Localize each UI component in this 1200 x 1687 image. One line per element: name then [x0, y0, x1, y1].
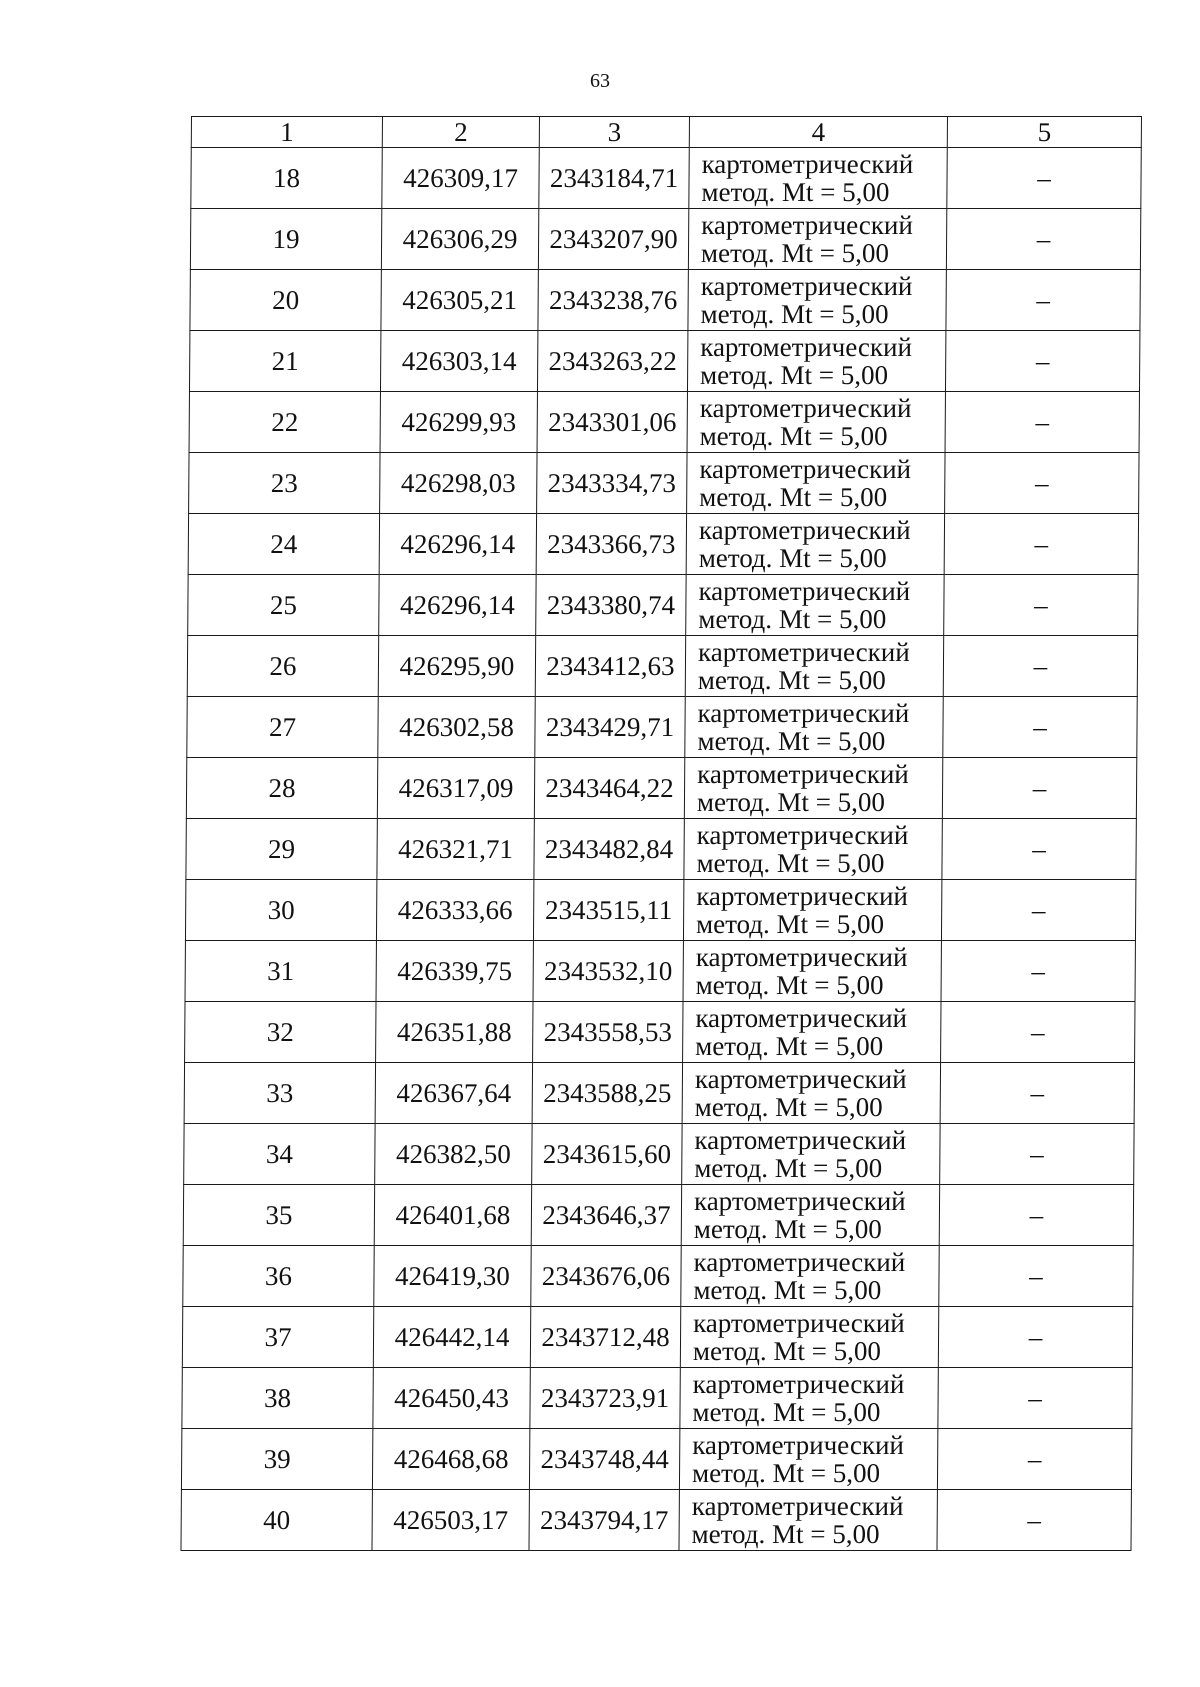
- point-number-cell: 37: [182, 1307, 373, 1368]
- table-row: [188, 514, 1138, 575]
- x-coordinate-cell: 426317,09: [377, 758, 534, 819]
- method-line-1: картометрический: [700, 332, 913, 362]
- table-row: [185, 1002, 1135, 1063]
- note-cell: –: [944, 575, 1138, 636]
- method-line-2: метод. Mt = 5,00: [699, 421, 888, 451]
- y-coordinate-cell: 2343429,71: [535, 697, 685, 758]
- x-coordinate-cell: 426382,50: [375, 1124, 532, 1185]
- table-row: [187, 636, 1137, 697]
- y-coordinate-cell: 2343676,06: [531, 1246, 681, 1307]
- y-coordinate-cell: 2343238,76: [538, 270, 688, 331]
- method-line-1: картометрический: [693, 1186, 906, 1216]
- method-line-2: метод. Mt = 5,00: [695, 970, 884, 1000]
- x-coordinate-cell: 426468,68: [372, 1429, 529, 1490]
- method-line-2: метод. Mt = 5,00: [691, 1519, 880, 1549]
- method-cell: [681, 1185, 939, 1246]
- table-row: [181, 1490, 1131, 1551]
- y-coordinate-cell: 2343748,44: [529, 1429, 679, 1490]
- method-line-1: картометрический: [695, 942, 908, 972]
- x-coordinate-cell: 426503,17: [372, 1490, 529, 1551]
- note-cell: –: [946, 270, 1140, 331]
- table-row: [184, 1124, 1134, 1185]
- y-coordinate-cell: 2343558,53: [533, 1002, 683, 1063]
- note-cell: –: [947, 148, 1141, 209]
- method-cell: [683, 1002, 941, 1063]
- x-coordinate-cell: 426305,21: [381, 270, 538, 331]
- method-line-1: картометрический: [696, 881, 909, 911]
- method-line-1: картометрический: [701, 149, 914, 179]
- table-row: [186, 758, 1136, 819]
- method-cell: [685, 636, 943, 697]
- method-cell: [679, 1490, 937, 1551]
- method-cell: [683, 941, 941, 1002]
- table-row: [191, 148, 1141, 209]
- method-line-1: картометрический: [691, 1491, 904, 1521]
- table-row: [185, 941, 1135, 1002]
- x-coordinate-cell: 426419,30: [374, 1246, 531, 1307]
- method-line-2: метод. Mt = 5,00: [693, 1214, 882, 1244]
- table-header: [191, 117, 1141, 148]
- method-line-2: метод. Mt = 5,00: [699, 360, 889, 390]
- method-cell: [687, 331, 945, 392]
- note-cell: –: [939, 1246, 1133, 1307]
- method-cell: [686, 514, 944, 575]
- note-cell: –: [945, 392, 1139, 453]
- method-cell: [685, 697, 943, 758]
- y-coordinate-cell: 2343464,22: [534, 758, 684, 819]
- method-line-1: картометрический: [697, 698, 910, 728]
- note-cell: –: [940, 1063, 1134, 1124]
- table-row: [182, 1307, 1132, 1368]
- table-row: [187, 697, 1137, 758]
- method-line-2: метод. Mt = 5,00: [698, 543, 887, 573]
- method-line-2: метод. Mt = 5,00: [695, 1031, 884, 1061]
- point-number-cell: 21: [189, 331, 380, 392]
- method-line-2: метод. Mt = 5,00: [699, 482, 888, 512]
- table-row: [189, 331, 1139, 392]
- note-cell: –: [943, 636, 1137, 697]
- point-number-cell: 36: [183, 1246, 374, 1307]
- note-cell: –: [941, 880, 1135, 941]
- y-coordinate-cell: 2343184,71: [539, 148, 689, 209]
- point-number-cell: 38: [182, 1368, 373, 1429]
- note-cell: –: [946, 209, 1140, 270]
- method-line-1: картометрический: [694, 1125, 907, 1155]
- method-line-2: метод. Mt = 5,00: [698, 604, 887, 634]
- point-number-cell: 19: [190, 209, 381, 270]
- y-coordinate-cell: 2343615,60: [532, 1124, 682, 1185]
- method-line-2: метод. Mt = 5,00: [693, 1275, 882, 1305]
- method-cell: [680, 1368, 938, 1429]
- y-coordinate-cell: 2343207,90: [538, 209, 688, 270]
- table-row: [184, 1063, 1134, 1124]
- note-cell: –: [942, 758, 1136, 819]
- header-row: [191, 117, 1141, 148]
- point-number-cell: 34: [184, 1124, 375, 1185]
- table-body: [181, 148, 1141, 1551]
- note-cell: –: [944, 514, 1138, 575]
- header-col-5: 5: [947, 117, 1141, 148]
- y-coordinate-cell: 2343412,63: [535, 636, 685, 697]
- note-cell: –: [941, 1002, 1135, 1063]
- method-line-1: картометрический: [693, 1247, 906, 1277]
- method-line-1: картометрический: [696, 820, 909, 850]
- method-cell: [688, 209, 946, 270]
- method-cell: [687, 392, 945, 453]
- note-cell: –: [937, 1490, 1131, 1551]
- note-cell: –: [938, 1368, 1132, 1429]
- table-row: [189, 453, 1139, 514]
- y-coordinate-cell: 2343380,74: [536, 575, 686, 636]
- method-cell: [680, 1307, 938, 1368]
- note-cell: –: [941, 941, 1135, 1002]
- table-row: [185, 880, 1135, 941]
- method-cell: [686, 575, 944, 636]
- method-line-2: метод. Mt = 5,00: [696, 848, 885, 878]
- method-cell: [687, 453, 945, 514]
- method-line-2: метод. Mt = 5,00: [694, 1153, 883, 1183]
- method-line-2: метод. Mt = 5,00: [700, 299, 889, 329]
- x-coordinate-cell: 426321,71: [377, 819, 534, 880]
- x-coordinate-cell: 426442,14: [373, 1307, 530, 1368]
- page-number: 63: [590, 70, 610, 92]
- x-coordinate-cell: 426303,14: [380, 331, 537, 392]
- method-cell: [679, 1429, 937, 1490]
- note-cell: –: [937, 1429, 1131, 1490]
- note-cell: –: [945, 453, 1139, 514]
- y-coordinate-cell: 2343482,84: [534, 819, 684, 880]
- table-row: [183, 1185, 1133, 1246]
- point-number-cell: 31: [185, 941, 376, 1002]
- note-cell: –: [940, 1124, 1134, 1185]
- point-number-cell: 30: [185, 880, 376, 941]
- method-line-2: метод. Mt = 5,00: [691, 1458, 881, 1488]
- note-cell: –: [938, 1307, 1132, 1368]
- x-coordinate-cell: 426295,90: [378, 636, 535, 697]
- y-coordinate-cell: 2343515,11: [533, 880, 683, 941]
- method-line-1: картометрический: [697, 759, 909, 789]
- x-coordinate-cell: 426339,75: [376, 941, 533, 1002]
- y-coordinate-cell: 2343532,10: [533, 941, 683, 1002]
- header-col-4: 4: [689, 117, 947, 148]
- method-line-1: картометрический: [699, 454, 912, 484]
- x-coordinate-cell: 426333,66: [376, 880, 533, 941]
- point-number-cell: 22: [189, 392, 380, 453]
- table-row: [186, 819, 1136, 880]
- method-line-2: метод. Mt = 5,00: [697, 665, 886, 695]
- method-cell: [689, 148, 947, 209]
- x-coordinate-cell: 426296,14: [379, 575, 536, 636]
- point-number-cell: 18: [191, 148, 382, 209]
- point-number-cell: 35: [183, 1185, 374, 1246]
- point-number-cell: 28: [186, 758, 377, 819]
- note-cell: –: [942, 819, 1136, 880]
- header-col-2: 2: [382, 117, 539, 148]
- x-coordinate-cell: 426450,43: [373, 1368, 530, 1429]
- x-coordinate-cell: 426309,17: [382, 148, 539, 209]
- method-line-1: картометрический: [701, 210, 913, 240]
- x-coordinate-cell: 426298,03: [380, 453, 537, 514]
- method-line-2: метод. Mt = 5,00: [692, 1336, 882, 1366]
- method-line-1: картометрический: [698, 515, 911, 545]
- point-number-cell: 24: [188, 514, 379, 575]
- method-cell: [681, 1246, 939, 1307]
- method-line-1: картометрический: [695, 1003, 908, 1033]
- method-line-2: метод. Mt = 5,00: [700, 238, 890, 268]
- point-number-cell: 40: [181, 1490, 372, 1551]
- y-coordinate-cell: 2343712,48: [530, 1307, 680, 1368]
- coordinates-table: [180, 116, 1142, 1551]
- x-coordinate-cell: 426299,93: [380, 392, 537, 453]
- header-col-3: 3: [539, 117, 689, 148]
- method-line-1: картометрический: [699, 393, 912, 423]
- table-row: [182, 1368, 1132, 1429]
- point-number-cell: 39: [181, 1429, 372, 1490]
- point-number-cell: 25: [188, 575, 379, 636]
- y-coordinate-cell: 2343794,17: [529, 1490, 679, 1551]
- method-line-1: картометрический: [692, 1369, 905, 1399]
- method-line-1: картометрический: [693, 1308, 905, 1338]
- method-line-2: метод. Mt = 5,00: [692, 1397, 881, 1427]
- method-line-1: картометрический: [700, 271, 913, 301]
- table-row: [190, 270, 1140, 331]
- point-number-cell: 32: [185, 1002, 376, 1063]
- method-line-2: метод. Mt = 5,00: [697, 726, 886, 756]
- table-row: [190, 209, 1140, 270]
- method-cell: [684, 819, 942, 880]
- note-cell: –: [943, 697, 1137, 758]
- method-cell: [688, 270, 946, 331]
- method-line-2: метод. Mt = 5,00: [701, 177, 890, 207]
- method-cell: [682, 1063, 940, 1124]
- method-line-1: картометрический: [697, 637, 910, 667]
- point-number-cell: 26: [187, 636, 378, 697]
- x-coordinate-cell: 426296,14: [379, 514, 536, 575]
- method-line-2: метод. Mt = 5,00: [696, 787, 886, 817]
- method-line-1: картометрический: [694, 1064, 907, 1094]
- x-coordinate-cell: 426302,58: [378, 697, 535, 758]
- x-coordinate-cell: 426351,88: [376, 1002, 533, 1063]
- method-cell: [682, 1124, 940, 1185]
- method-line-2: метод. Mt = 5,00: [694, 1092, 883, 1122]
- header-col-1: 1: [191, 117, 382, 148]
- y-coordinate-cell: 2343723,91: [530, 1368, 680, 1429]
- x-coordinate-cell: 426401,68: [374, 1185, 531, 1246]
- table-row: [181, 1429, 1131, 1490]
- y-coordinate-cell: 2343301,06: [537, 392, 687, 453]
- y-coordinate-cell: 2343588,25: [532, 1063, 682, 1124]
- method-cell: [683, 880, 941, 941]
- method-line-2: метод. Mt = 5,00: [695, 909, 885, 939]
- method-line-1: картометрический: [692, 1430, 905, 1460]
- y-coordinate-cell: 2343646,37: [531, 1185, 681, 1246]
- note-cell: –: [939, 1185, 1133, 1246]
- method-cell: [684, 758, 942, 819]
- table-row: [183, 1246, 1133, 1307]
- point-number-cell: 33: [184, 1063, 375, 1124]
- note-cell: –: [945, 331, 1139, 392]
- y-coordinate-cell: 2343334,73: [537, 453, 687, 514]
- table-row: [189, 392, 1139, 453]
- y-coordinate-cell: 2343263,22: [537, 331, 687, 392]
- point-number-cell: 23: [189, 453, 380, 514]
- point-number-cell: 27: [187, 697, 378, 758]
- y-coordinate-cell: 2343366,73: [536, 514, 686, 575]
- point-number-cell: 20: [190, 270, 381, 331]
- x-coordinate-cell: 426306,29: [381, 209, 538, 270]
- point-number-cell: 29: [186, 819, 377, 880]
- method-line-1: картометрический: [698, 576, 911, 606]
- table-row: [188, 575, 1138, 636]
- x-coordinate-cell: 426367,64: [375, 1063, 532, 1124]
